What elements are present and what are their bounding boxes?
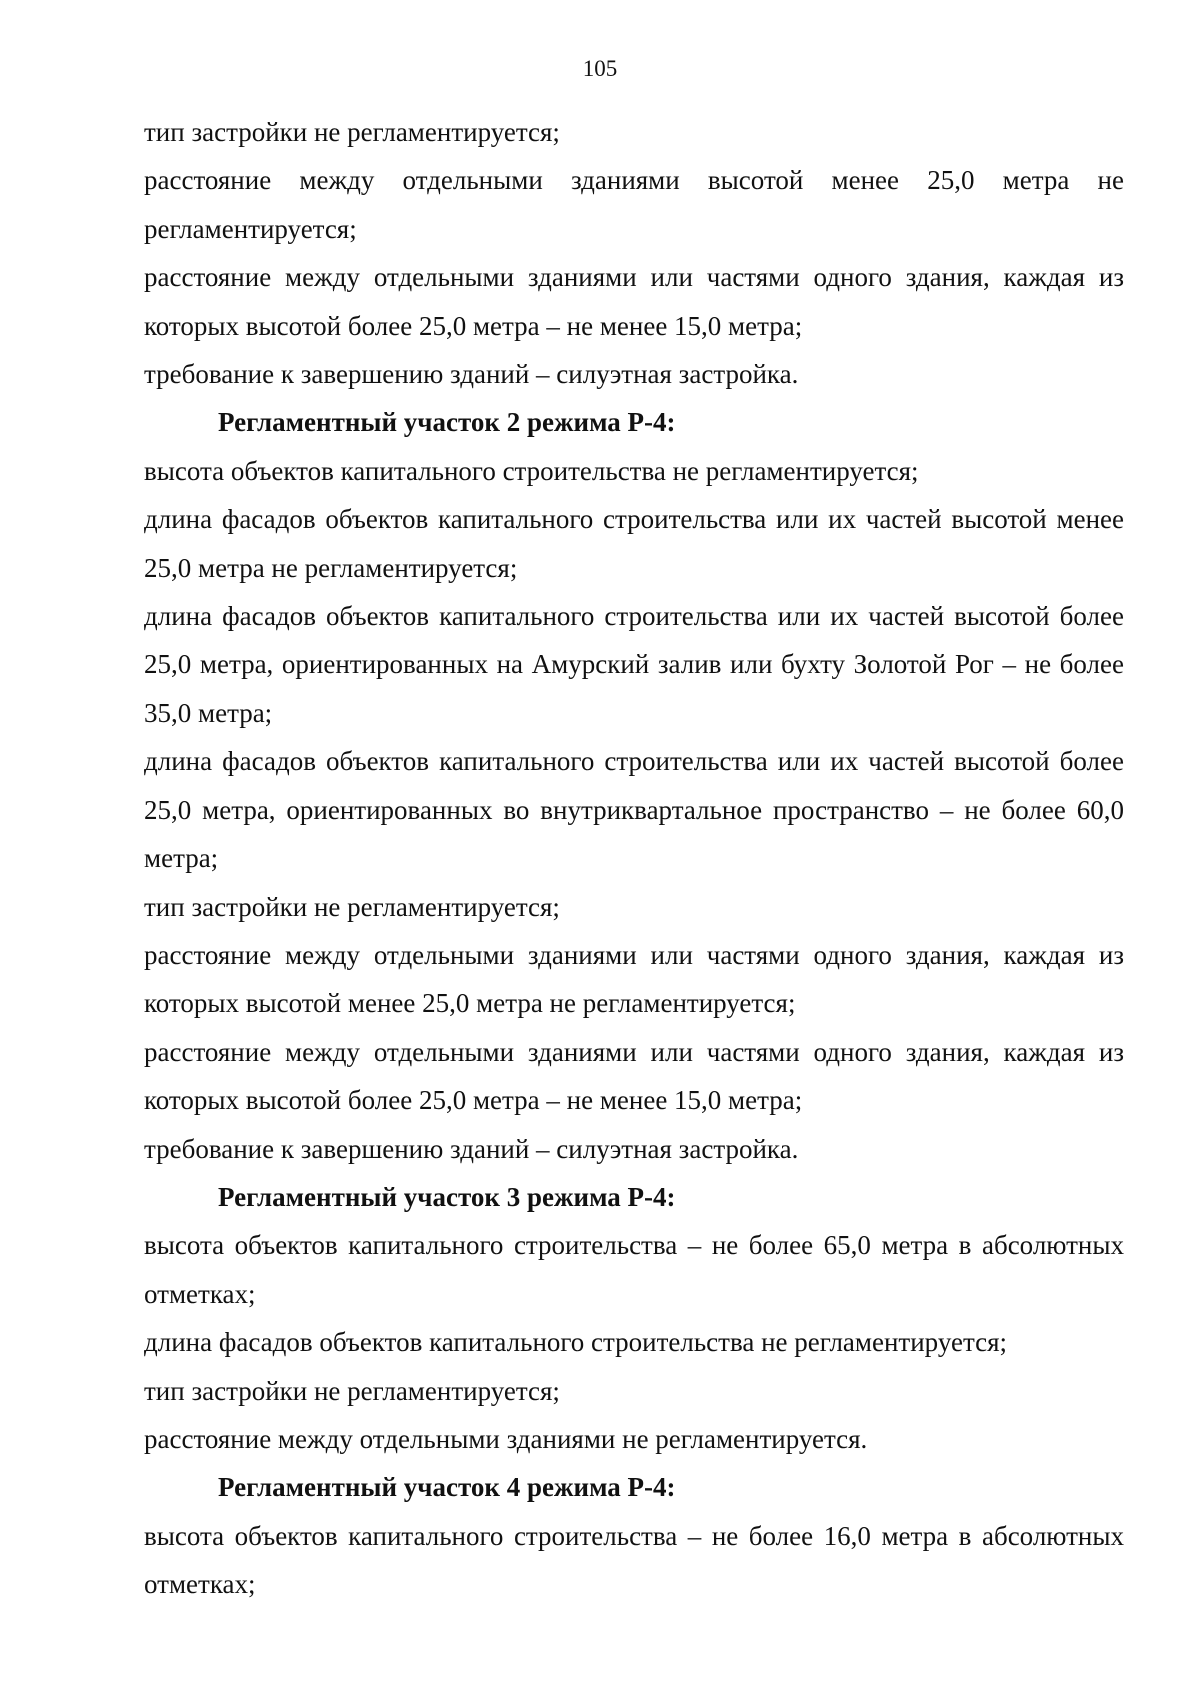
paragraph: требование к завершению зданий – силуэтная застройка. — [144, 359, 799, 390]
section-heading: Регламентный участок 4 режима Р-4: — [218, 1472, 676, 1503]
paragraph: тип застройки не регламентируется; — [144, 117, 560, 147]
paragraph: длина фасадов объектов капитального строительства или их частей высотой менее 25,0 метра не регламентируется; — [144, 504, 1124, 583]
paragraph: высота объектов капитального строительства не регламентируется; — [144, 455, 919, 486]
paragraph: тип застройки не регламентируется; — [144, 891, 560, 922]
section-heading: Регламентный участок 3 режима Р-4: — [218, 1181, 676, 1212]
page-number: 105 — [582, 56, 618, 81]
paragraph: тип застройки не регламентируется; — [144, 1375, 560, 1406]
paragraph: длина фасадов объектов капитального строительства не регламентируется; — [144, 1327, 1007, 1358]
section-heading: Регламентный участок 2 режима Р-4: — [218, 407, 676, 438]
paragraph: высота объектов капитального строительства – не более 65,0 метра в абсолютных отметках; — [144, 1230, 1124, 1309]
paragraph: расстояние между отдельными зданиями или частями одного здания, каждая из которых высотой менее 25,0 метра не регламентируется; — [144, 939, 1124, 1019]
paragraph: длина фасадов объектов капитального строительства или их частей высотой более 25,0 метра, ориентированных во внутриквартальное пространство – не более 60,0 метра; — [144, 746, 1124, 874]
paragraph: расстояние между отдельными зданиями высотой менее 25,0 метра не регламентируется; — [144, 165, 1124, 244]
paragraph: длина фасадов объектов капитального строительства или их частей высотой более 25,0 метра, ориентированных на Амурский залив или бухту Золотой Рог – не более 35,0 метра; — [144, 601, 1124, 728]
paragraph: требование к завершению зданий – силуэтная застройка. — [144, 1133, 799, 1164]
paragraph: расстояние между отдельными зданиями или частями одного здания, каждая из которых высотой более 25,0 метра – не менее 15,0 метра; — [144, 1036, 1124, 1116]
paragraph: высота объектов капитального строительства – не более 16,0 метра в абсолютных отметках; — [144, 1520, 1124, 1600]
paragraph: расстояние между отдельными зданиями или частями одного здания, каждая из которых высотой более 25,0 метра – не менее 15,0 метра; — [144, 262, 1124, 341]
document-body — [144, 108, 1124, 1609]
paragraph: расстояние между отдельными зданиями не регламентируется. — [144, 1423, 868, 1454]
